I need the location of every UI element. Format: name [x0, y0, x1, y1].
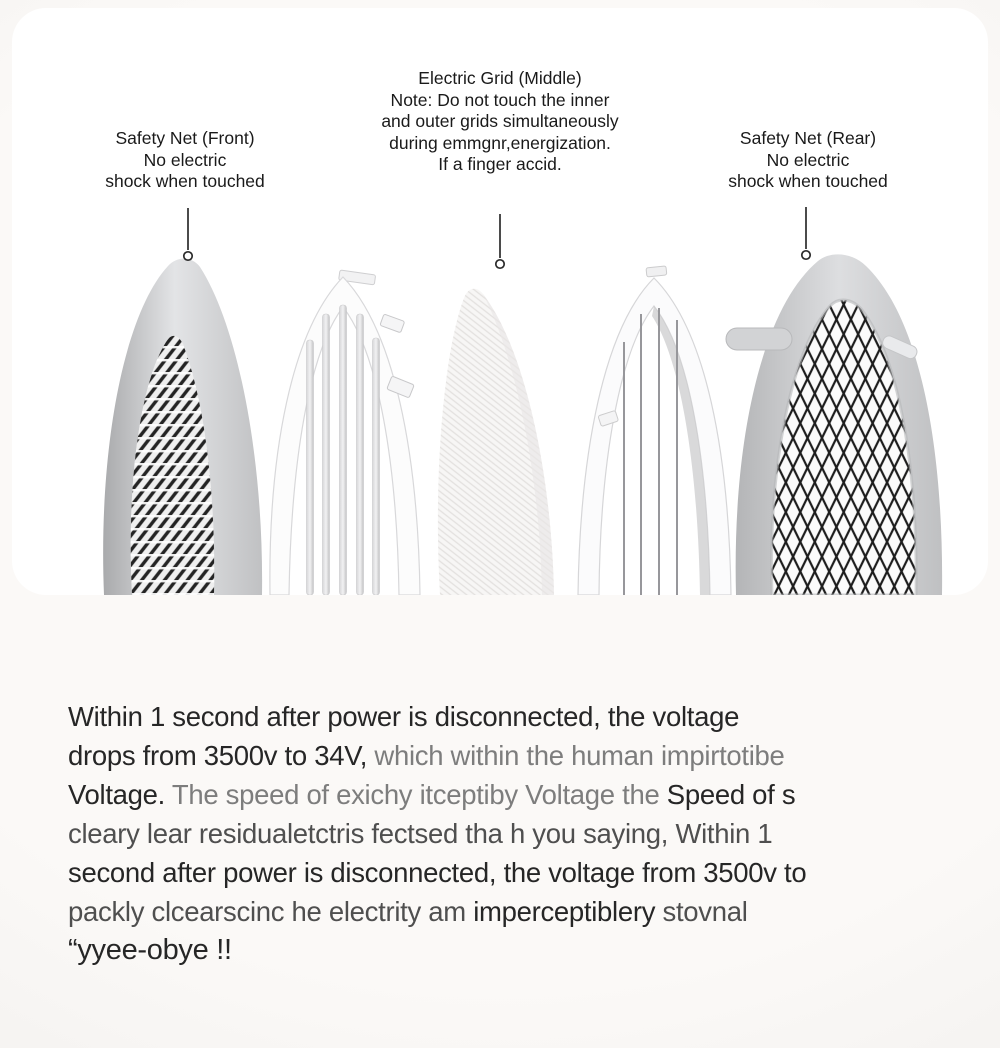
callout-middle-line: Note: Do not touch the inner	[390, 89, 610, 110]
paragraph-line	[68, 853, 948, 892]
safety-net-front-illustration	[103, 259, 262, 595]
callout-label-rear	[728, 128, 888, 193]
paragraph-line	[68, 814, 948, 853]
paragraph-line	[68, 697, 948, 736]
callout-middle-title: Electric Grid (Middle)	[418, 68, 582, 88]
paragraph-segment: “yyee-obye !!	[68, 934, 232, 966]
callout-middle-line: If a finger accid.	[438, 154, 562, 174]
callout-front-line: shock when touched	[105, 171, 265, 191]
paragraph-segment: cleary lear residualetctris fectsed tha h you saying, Within 1	[68, 818, 773, 849]
callout-rear-line: No electric	[766, 149, 850, 170]
callout-pointer-middle	[496, 214, 504, 268]
paragraph-segment: Within 1 second after power is disconnected, the voltage	[68, 701, 740, 732]
paragraph-segment: second after power is disconnected, the voltage from 3500v to	[68, 857, 807, 888]
paragraph-segment: packly clcearscinc he electrity am	[68, 896, 474, 927]
rear-frame-illustration	[578, 266, 731, 595]
paragraph-segment: which within the human impirtotibe	[374, 740, 785, 771]
callout-label-front	[105, 128, 265, 193]
callout-middle-line: during emmgnr,energization.	[389, 132, 611, 153]
paragraph-line	[68, 736, 948, 775]
paragraph-line	[68, 931, 948, 970]
paragraph-segment: imperceptiblery	[473, 896, 663, 927]
callout-front-line: No electric	[143, 149, 227, 170]
callout-front-title: Safety Net (Front)	[115, 128, 255, 148]
callout-middle-line: and outer grids simultaneously	[381, 111, 619, 131]
front-frame-illustration	[270, 270, 420, 595]
body-paragraph	[68, 697, 948, 970]
paragraph-segment: Speed of s	[666, 779, 796, 810]
paragraph-line	[68, 892, 948, 931]
product-photo-card	[12, 8, 988, 595]
paragraph-segment: drops from 3500v to 34V,	[68, 740, 375, 771]
safety-net-rear-illustration	[726, 254, 942, 595]
callout-rear-title: Safety Net (Rear)	[739, 128, 877, 148]
paragraph-segment: stovnal	[662, 896, 748, 927]
paragraph-segment: Voltage.	[68, 779, 172, 810]
paragraph-line	[68, 775, 948, 814]
callout-pointer-front	[184, 208, 192, 260]
electric-grid-mesh-illustration	[438, 289, 554, 595]
callout-pointer-rear	[802, 207, 810, 259]
paragraph-segment: The speed of exichy itceptiby Voltage the	[171, 779, 667, 810]
callout-label-middle	[381, 68, 618, 176]
callout-rear-line: shock when touched	[728, 171, 888, 191]
